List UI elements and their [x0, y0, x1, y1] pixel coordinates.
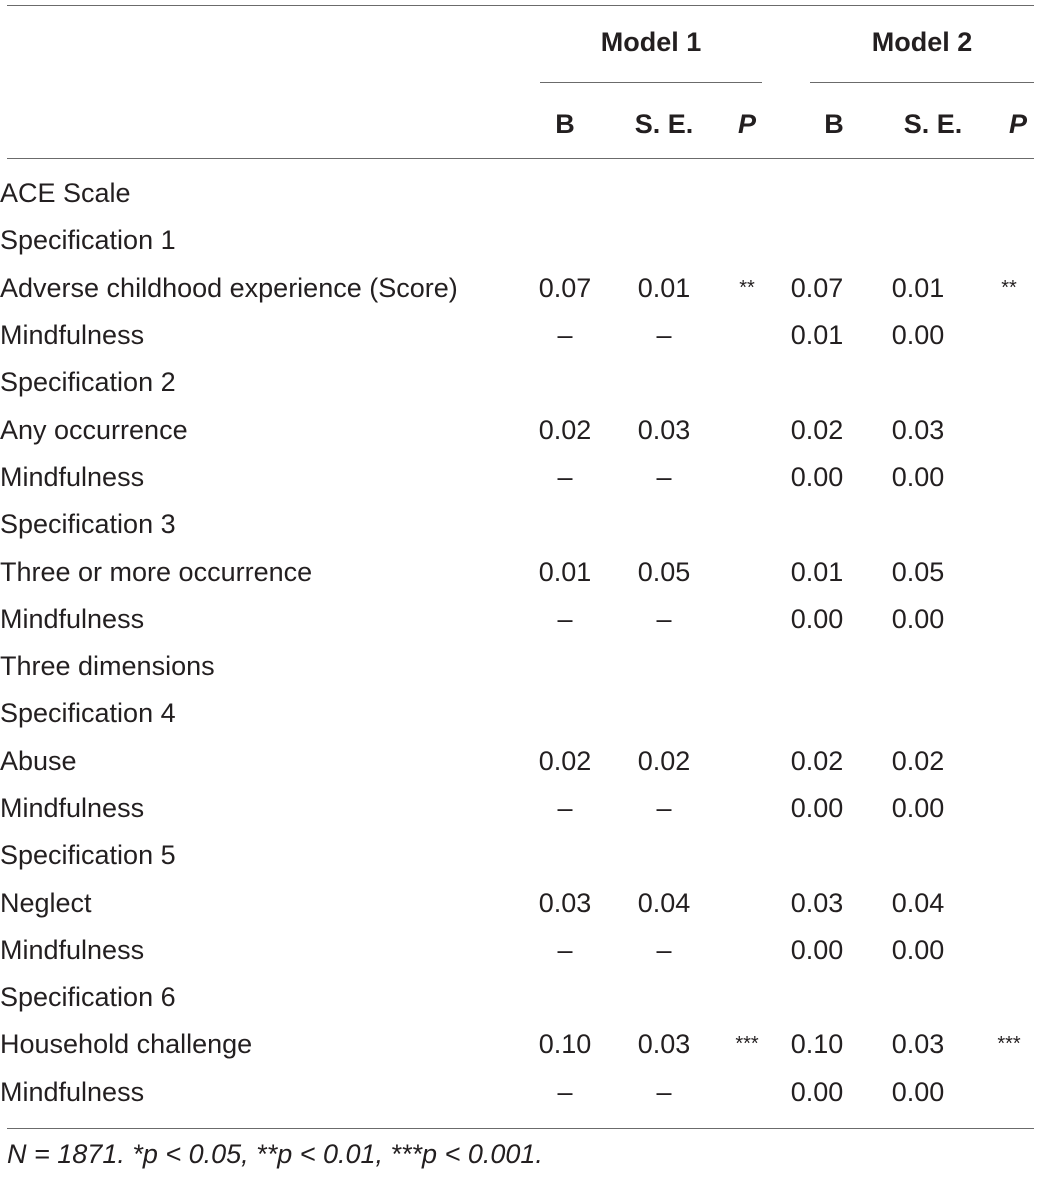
- cell-b-model1: [520, 832, 610, 879]
- cell-se-model2: 0.00: [891, 934, 945, 965]
- variable-label: Household challenge: [0, 1029, 253, 1060]
- specification-label: Specification 3: [0, 509, 176, 540]
- cell-b-model2: 0.02: [790, 414, 844, 445]
- cell-p-model2: [978, 974, 1040, 1021]
- cell-se-model2: 0.03: [891, 1029, 945, 1060]
- cell-b-model2: 0.00: [790, 461, 844, 492]
- cell-p-model2: [978, 217, 1040, 264]
- cell-b-model2: [776, 832, 858, 879]
- variable-label: Mindfulness: [0, 603, 145, 634]
- table-row: [0, 1069, 1040, 1116]
- cell-se-model2: [858, 690, 978, 737]
- cell-b-model2: 0.00: [790, 793, 844, 823]
- cell-se-model1: [610, 832, 718, 879]
- section-label: ACE Scale: [0, 178, 131, 209]
- header-bottom-rule: [7, 158, 1034, 159]
- cell-p-model2: [978, 927, 1040, 974]
- cell-p-model1: [718, 927, 776, 974]
- table-row: [0, 359, 1040, 406]
- table-row: [0, 643, 1040, 690]
- table-row: [0, 170, 1040, 217]
- cell-p-model1: [718, 406, 776, 453]
- cell-b-model1: –: [557, 934, 573, 965]
- model-1-header: Model 1: [600, 27, 702, 57]
- table-row: [0, 690, 1040, 737]
- table-row: [0, 265, 1040, 312]
- cell-p-model1: [718, 170, 776, 217]
- cell-b-model2: [776, 501, 858, 548]
- cell-b-model2: 0.01: [790, 320, 844, 351]
- table-row: [0, 454, 1040, 501]
- variable-label: Three or more occurrence: [0, 556, 313, 587]
- cell-b-model1: [520, 690, 610, 737]
- table-row: [0, 832, 1040, 879]
- cell-se-model1: [610, 643, 718, 690]
- cell-p-model1: **: [739, 276, 755, 299]
- cell-se-model1: [610, 217, 718, 264]
- cell-b-model1: 0.07: [538, 272, 592, 303]
- cell-se-model2: 0.03: [891, 414, 945, 445]
- cell-se-model1: 0.01: [637, 272, 691, 303]
- cell-b-model1: [520, 170, 610, 217]
- cell-b-model1: [520, 217, 610, 264]
- cell-se-model2: [858, 217, 978, 264]
- cell-p-model1: [718, 832, 776, 879]
- cell-se-model1: 0.04: [637, 887, 691, 918]
- cell-se-model2: 0.00: [891, 320, 945, 351]
- cell-p-model1: [718, 879, 776, 926]
- specification-label: Specification 5: [0, 840, 176, 871]
- cell-p-model2: [978, 359, 1040, 406]
- cell-p-model2: **: [1001, 276, 1017, 299]
- table-row: [0, 501, 1040, 548]
- cell-se-model2: [858, 643, 978, 690]
- cell-b-model2: 0.02: [790, 745, 844, 776]
- table-row: [0, 738, 1040, 785]
- model-2-header: Model 2: [871, 27, 973, 57]
- cell-p-model2: [978, 312, 1040, 359]
- cell-b-model2: [776, 690, 858, 737]
- cell-p-model2: [978, 454, 1040, 501]
- table-row: [0, 1021, 1040, 1068]
- cell-p-model2: [978, 643, 1040, 690]
- cell-p-model1: [718, 359, 776, 406]
- cell-se-model1: 0.02: [637, 745, 691, 776]
- variable-label: Mindfulness: [0, 934, 145, 965]
- cell-b-model1: –: [557, 461, 573, 492]
- cell-b-model1: –: [557, 603, 573, 634]
- column-header-se-model2: S. E.: [903, 109, 963, 139]
- cell-b-model1: 0.10: [538, 1029, 592, 1060]
- column-header-b-model1: B: [555, 109, 575, 139]
- cell-b-model2: 0.07: [790, 272, 844, 303]
- cell-p-model1: [718, 454, 776, 501]
- table-row: [0, 927, 1040, 974]
- cell-b-model2: [776, 974, 858, 1021]
- column-header-p-model2: P: [1008, 109, 1027, 139]
- cell-p-model2: [978, 879, 1040, 926]
- cell-b-model2: [776, 359, 858, 406]
- cell-b-model1: –: [557, 1076, 573, 1107]
- cell-b-model1: 0.03: [538, 887, 592, 918]
- cell-se-model1: 0.03: [637, 1029, 691, 1060]
- cell-se-model2: 0.04: [891, 887, 945, 918]
- cell-se-model1: 0.05: [637, 556, 691, 587]
- cell-b-model1: 0.02: [538, 414, 592, 445]
- cell-b-model2: 0.00: [790, 1076, 844, 1107]
- cell-p-model1: [718, 217, 776, 264]
- variable-label: Mindfulness: [0, 1076, 145, 1107]
- column-header-b-model2: B: [824, 109, 844, 139]
- cell-p-model1: ***: [735, 1033, 759, 1056]
- cell-se-model1: –: [656, 461, 672, 492]
- table-row: [0, 312, 1040, 359]
- variable-label: Adverse childhood experience (Score): [0, 272, 458, 303]
- cell-p-model2: ***: [997, 1033, 1021, 1056]
- cell-b-model1: 0.02: [538, 745, 592, 776]
- cell-p-model2: [978, 832, 1040, 879]
- variable-label: Mindfulness: [0, 793, 145, 823]
- cell-b-model2: 0.03: [790, 887, 844, 918]
- cell-p-model1: [718, 548, 776, 595]
- table-row: [0, 974, 1040, 1021]
- cell-b-model2: 0.00: [790, 934, 844, 965]
- cell-se-model1: 0.03: [637, 414, 691, 445]
- specification-label: Specification 1: [0, 225, 176, 256]
- cell-p-model1: [718, 785, 776, 832]
- table-row: [0, 879, 1040, 926]
- cell-se-model1: [610, 359, 718, 406]
- cell-se-model2: 0.05: [891, 556, 945, 587]
- cell-b-model2: 0.10: [790, 1029, 844, 1060]
- cell-se-model1: [610, 170, 718, 217]
- cell-p-model2: [978, 501, 1040, 548]
- cell-b-model2: [776, 643, 858, 690]
- cell-p-model2: [978, 406, 1040, 453]
- cell-se-model1: –: [656, 793, 672, 823]
- cell-b-model2: 0.00: [790, 603, 844, 634]
- cell-se-model1: [610, 690, 718, 737]
- cell-p-model1: [718, 1069, 776, 1116]
- cell-b-model2: 0.01: [790, 556, 844, 587]
- cell-se-model1: –: [656, 320, 672, 351]
- cell-se-model2: [858, 501, 978, 548]
- cell-se-model2: 0.00: [891, 793, 945, 823]
- variable-label: Neglect: [0, 887, 92, 918]
- cell-se-model1: –: [656, 934, 672, 965]
- cell-se-model2: [858, 832, 978, 879]
- table-top-rule: [7, 5, 1034, 6]
- cell-p-model2: [978, 548, 1040, 595]
- variable-label: Mindfulness: [0, 320, 145, 351]
- cell-se-model2: [858, 359, 978, 406]
- table-row: [0, 785, 1040, 832]
- cell-b-model1: –: [557, 793, 573, 823]
- table-row: [0, 548, 1040, 595]
- cell-p-model2: [978, 785, 1040, 832]
- column-header-p-model1: P: [737, 109, 756, 139]
- cell-se-model1: –: [656, 603, 672, 634]
- table-row: [0, 217, 1040, 264]
- cell-se-model2: [858, 974, 978, 1021]
- results-table: [0, 170, 1040, 1116]
- cell-b-model2: [776, 217, 858, 264]
- cell-p-model1: [718, 690, 776, 737]
- section-label: Three dimensions: [0, 651, 215, 682]
- cell-se-model2: 0.01: [891, 272, 945, 303]
- cell-p-model2: [978, 738, 1040, 785]
- cell-p-model1: [718, 596, 776, 643]
- cell-se-model2: 0.00: [891, 461, 945, 492]
- results-table-body: [0, 170, 1040, 1116]
- variable-label: Any occurrence: [0, 414, 188, 445]
- specification-label: Specification 4: [0, 698, 176, 729]
- specification-label: Specification 6: [0, 982, 176, 1013]
- cell-se-model2: [858, 170, 978, 217]
- cell-p-model2: [978, 1069, 1040, 1116]
- model-2-underline: [810, 82, 1034, 83]
- cell-b-model2: [776, 170, 858, 217]
- cell-p-model2: [978, 596, 1040, 643]
- cell-b-model1: [520, 643, 610, 690]
- cell-p-model1: [718, 501, 776, 548]
- table-footnote: N = 1871. *p < 0.05, **p < 0.01, ***p < 0.001.: [7, 1139, 543, 1169]
- cell-se-model2: 0.02: [891, 745, 945, 776]
- cell-p-model1: [718, 312, 776, 359]
- cell-p-model1: [718, 738, 776, 785]
- cell-se-model1: [610, 501, 718, 548]
- cell-se-model2: 0.00: [891, 1076, 945, 1107]
- cell-b-model1: [520, 974, 610, 1021]
- model-1-underline: [540, 82, 762, 83]
- table-row: [0, 596, 1040, 643]
- cell-p-model2: [978, 690, 1040, 737]
- cell-se-model1: –: [656, 1076, 672, 1107]
- cell-p-model2: [978, 170, 1040, 217]
- cell-p-model1: [718, 974, 776, 1021]
- cell-se-model2: 0.00: [891, 603, 945, 634]
- cell-se-model1: [610, 974, 718, 1021]
- cell-b-model1: –: [557, 320, 573, 351]
- cell-b-model1: [520, 501, 610, 548]
- table-bottom-rule: [7, 1128, 1034, 1129]
- cell-b-model1: 0.01: [538, 556, 592, 587]
- variable-label: Mindfulness: [0, 461, 145, 492]
- variable-label: Abuse: [0, 745, 77, 776]
- column-header-se-model1: S. E.: [634, 109, 694, 139]
- specification-label: Specification 2: [0, 367, 176, 398]
- cell-b-model1: [520, 359, 610, 406]
- cell-p-model1: [718, 643, 776, 690]
- table-row: [0, 406, 1040, 453]
